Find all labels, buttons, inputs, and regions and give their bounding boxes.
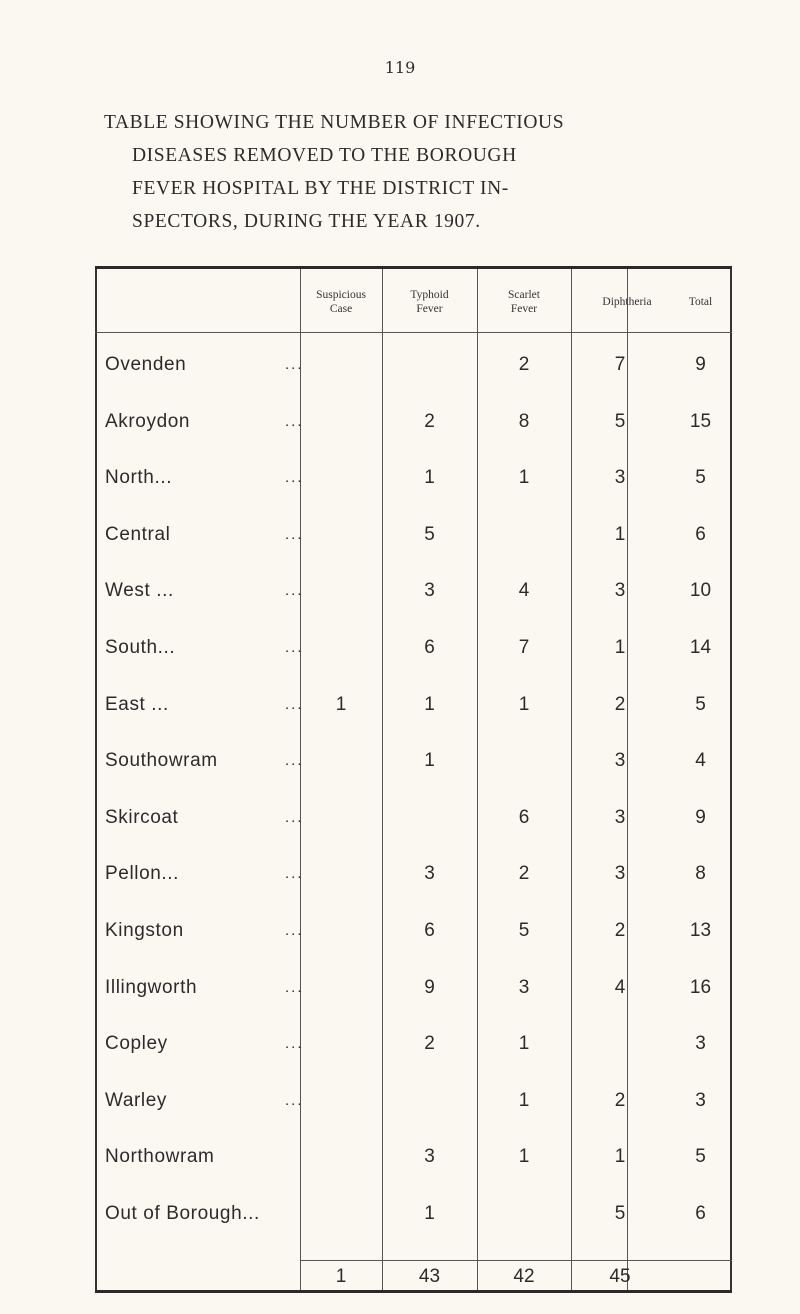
cell-typhoid: 1 bbox=[424, 467, 435, 489]
totals-rule bbox=[300, 1260, 732, 1261]
leader-dots: ... bbox=[285, 412, 304, 430]
header-scarlet-fever: Scarlet Fever bbox=[508, 289, 540, 315]
cell-total: 8 bbox=[695, 863, 706, 885]
cell-typhoid: 2 bbox=[424, 410, 435, 432]
cell-scarlet: 5 bbox=[518, 920, 530, 941]
table-row bbox=[95, 411, 732, 465]
table-row bbox=[95, 977, 732, 1031]
total-suspicious: 1 bbox=[335, 1266, 347, 1287]
totals-row bbox=[95, 1266, 732, 1290]
cell-scarlet: 7 bbox=[518, 637, 530, 658]
leader-dots: ... bbox=[285, 922, 304, 939]
district-name: West ... bbox=[105, 580, 174, 602]
cell-typhoid: 1 bbox=[424, 1203, 435, 1224]
cell-scarlet: 1 bbox=[518, 1033, 530, 1055]
table-row bbox=[95, 1146, 732, 1200]
leader-dots: ... bbox=[285, 1091, 304, 1109]
cell-diphtheria: 1 bbox=[614, 523, 626, 545]
title-line: SPECTORS, DURING THE YEAR 1907. bbox=[132, 211, 481, 232]
table-row bbox=[95, 750, 732, 804]
cell-scarlet: 1 bbox=[518, 1089, 530, 1111]
district-name: Northowram bbox=[105, 1146, 215, 1168]
cell-scarlet: 1 bbox=[518, 467, 530, 489]
cell-typhoid: 9 bbox=[424, 976, 435, 998]
district-name: Ovenden bbox=[105, 354, 187, 375]
leader-dots: ... bbox=[285, 469, 304, 487]
infectious-diseases-table bbox=[95, 266, 732, 1293]
district-name: Illingworth bbox=[105, 976, 198, 998]
leader-dots: ... bbox=[285, 639, 304, 656]
header-typhoid-fever: Typhoid Fever bbox=[410, 289, 449, 315]
title-line: TABLE SHOWING THE NUMBER OF INFECTIOUS bbox=[104, 112, 565, 133]
cell-typhoid: 2 bbox=[424, 1033, 435, 1055]
cell-total: 5 bbox=[695, 693, 706, 715]
cell-scarlet: 1 bbox=[518, 1146, 530, 1168]
cell-scarlet: 3 bbox=[518, 976, 530, 998]
total-scarlet: 42 bbox=[513, 1266, 535, 1287]
table-bottom-rule bbox=[95, 1290, 732, 1293]
table-row bbox=[95, 580, 732, 634]
table-row bbox=[95, 863, 732, 917]
total-typhoid: 43 bbox=[418, 1266, 441, 1287]
cell-diphtheria: 2 bbox=[614, 693, 626, 715]
table-row bbox=[95, 694, 732, 748]
table-row bbox=[95, 807, 732, 861]
table-row bbox=[95, 920, 732, 974]
district-name: Warley bbox=[105, 1089, 168, 1111]
cell-typhoid: 3 bbox=[424, 580, 435, 602]
cell-typhoid: 3 bbox=[424, 1146, 435, 1168]
cell-diphtheria: 1 bbox=[614, 1146, 626, 1168]
district-name: East ... bbox=[105, 693, 169, 715]
cell-diphtheria: 3 bbox=[614, 580, 626, 602]
total-diphtheria: 45 bbox=[609, 1266, 631, 1287]
cell-total: 13 bbox=[689, 920, 712, 941]
leader-dots: ... bbox=[285, 1035, 304, 1053]
cell-total: 3 bbox=[695, 1033, 706, 1055]
cell-total: 6 bbox=[695, 1203, 706, 1224]
cell-diphtheria: 2 bbox=[614, 1089, 626, 1111]
cell-total: 6 bbox=[695, 523, 706, 545]
title-line: FEVER HOSPITAL BY THE DISTRICT IN- bbox=[132, 178, 509, 199]
cell-diphtheria: 1 bbox=[614, 637, 626, 658]
cell-total: 9 bbox=[695, 806, 706, 828]
cell-diphtheria: 5 bbox=[614, 1203, 626, 1224]
header-diphtheria: Diphtheria bbox=[602, 296, 652, 308]
cell-total: 5 bbox=[695, 1146, 706, 1168]
page-number: 119 bbox=[384, 58, 416, 77]
cell-scarlet: 1 bbox=[518, 693, 530, 715]
leader-dots: ... bbox=[285, 808, 304, 826]
cell-diphtheria: 5 bbox=[614, 410, 626, 432]
cell-diphtheria: 4 bbox=[614, 976, 626, 998]
cell-total: 5 bbox=[695, 467, 706, 489]
district-name: South... bbox=[105, 637, 176, 658]
cell-typhoid: 6 bbox=[424, 637, 435, 658]
table-top-rule bbox=[95, 266, 732, 269]
table-row bbox=[95, 1203, 732, 1257]
district-name: Kingston bbox=[105, 920, 184, 941]
district-name: Skircoat bbox=[105, 806, 179, 828]
table-row bbox=[95, 1090, 732, 1144]
table-row bbox=[95, 467, 732, 521]
cell-typhoid: 5 bbox=[424, 523, 435, 545]
district-name: Akroydon bbox=[105, 410, 191, 432]
header-suspicious-case: Suspicious Case bbox=[316, 289, 366, 315]
cell-typhoid: 1 bbox=[424, 750, 435, 772]
cell-total: 16 bbox=[689, 976, 712, 998]
cell-scarlet: 2 bbox=[518, 863, 530, 885]
cell-total: 10 bbox=[689, 580, 712, 602]
cell-total: 3 bbox=[695, 1089, 706, 1111]
district-name: North... bbox=[105, 467, 173, 489]
table-row bbox=[95, 1033, 732, 1087]
cell-total: 14 bbox=[689, 637, 712, 658]
table-row bbox=[95, 524, 732, 578]
cell-diphtheria: 3 bbox=[614, 467, 626, 489]
table-row bbox=[95, 354, 732, 408]
cell-typhoid: 3 bbox=[424, 863, 435, 885]
district-name: Central bbox=[105, 523, 171, 545]
header-total: Total bbox=[688, 296, 713, 308]
district-name: Copley bbox=[105, 1033, 168, 1055]
cell-scarlet: 6 bbox=[518, 806, 530, 828]
district-name: Southowram bbox=[105, 750, 218, 772]
cell-typhoid: 1 bbox=[424, 693, 435, 715]
cell-total: 9 bbox=[695, 354, 706, 375]
cell-scarlet: 4 bbox=[518, 580, 530, 602]
leader-dots: ... bbox=[285, 752, 304, 770]
cell-scarlet: 8 bbox=[518, 410, 530, 432]
leader-dots: ... bbox=[285, 978, 304, 996]
title-line: DISEASES REMOVED TO THE BOROUGH bbox=[132, 145, 517, 166]
leader-dots: ... bbox=[285, 695, 304, 713]
cell-total: 15 bbox=[689, 410, 712, 432]
cell-total: 4 bbox=[695, 750, 706, 772]
cell-diphtheria: 3 bbox=[614, 806, 626, 828]
cell-suspicious: 1 bbox=[335, 693, 347, 715]
table-row bbox=[95, 637, 732, 691]
cell-diphtheria: 3 bbox=[614, 863, 626, 885]
header-rule bbox=[95, 332, 732, 333]
cell-diphtheria: 3 bbox=[614, 750, 626, 772]
page-title bbox=[104, 106, 744, 238]
leader-dots: ... bbox=[285, 356, 304, 373]
cell-typhoid: 6 bbox=[424, 920, 435, 941]
leader-dots: ... bbox=[285, 582, 304, 600]
district-name: Out of Borough... bbox=[105, 1203, 260, 1224]
leader-dots: ... bbox=[285, 865, 304, 883]
district-name: Pellon... bbox=[105, 863, 180, 885]
leader-dots: ... bbox=[285, 525, 304, 543]
cell-diphtheria: 7 bbox=[614, 354, 626, 375]
cell-diphtheria: 2 bbox=[614, 920, 626, 941]
cell-scarlet: 2 bbox=[518, 354, 530, 375]
